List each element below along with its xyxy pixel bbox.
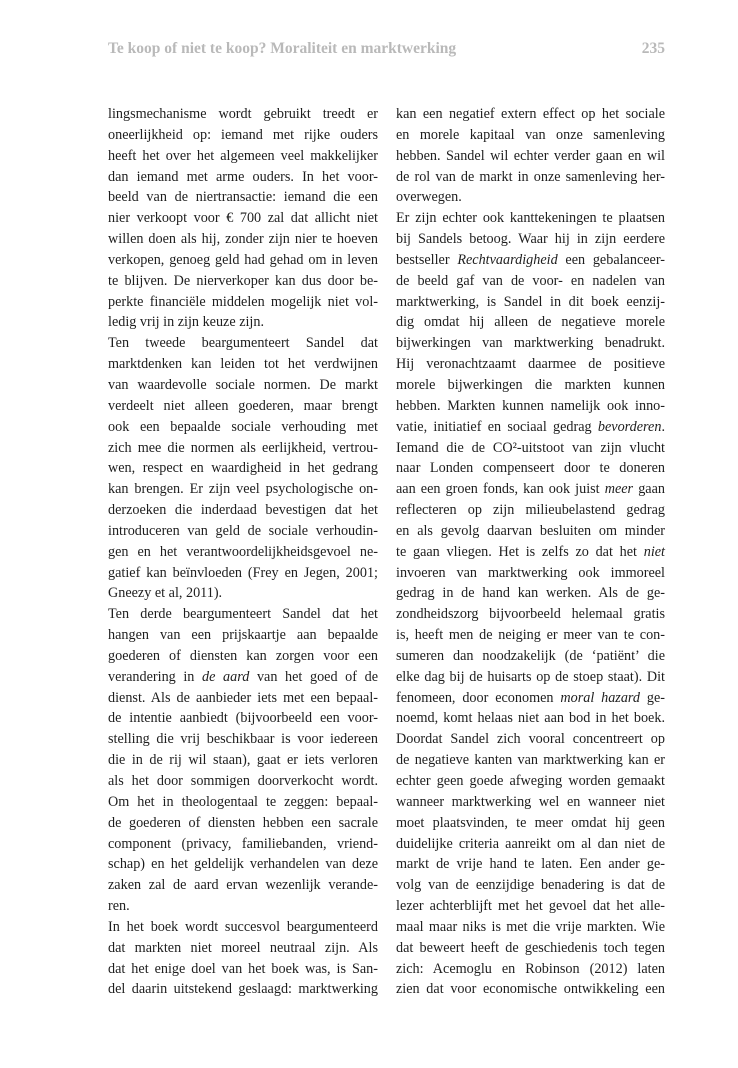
text-segment: dienst. Als de aanbieder iets met een bepaal- — [108, 689, 378, 706]
text-line — [108, 896, 378, 917]
text-segment: ren. — [108, 898, 130, 915]
text-segment: marktwerking, is Sandel in dit boek eenzij- — [396, 293, 665, 310]
text-line — [108, 563, 378, 584]
text-segment: bestseller — [396, 251, 458, 268]
text-segment: elke dag bij de huisarts op de stoep staat). Dit — [396, 668, 665, 685]
text-segment: verandering in — [108, 668, 203, 685]
text-line — [396, 458, 665, 479]
text-segment: Doordat Sandel zich vooral concentreert op — [396, 731, 665, 748]
text-line — [396, 896, 665, 917]
text-line — [396, 854, 665, 875]
text-segment: dig omdat hij alleen de negatieve morele — [396, 314, 665, 331]
text-segment: . — [661, 418, 665, 435]
page-number: 235 — [641, 40, 665, 57]
text-segment: introduceren van geld de sociale verhoudin- — [108, 522, 378, 539]
text-segment: die in de rij wil staan), gaat er iets verloren — [108, 752, 378, 769]
text-line — [396, 979, 665, 1000]
text-line — [396, 563, 665, 584]
text-segment: van waardevolle sociale normen. De markt — [108, 376, 378, 393]
text-line — [396, 625, 665, 646]
text-line — [396, 167, 665, 188]
text-segment: dat markten niet moreel neutraal zijn. Als — [108, 939, 378, 956]
italic-text: Rechtvaardigheid — [457, 251, 558, 268]
text-line — [396, 229, 665, 250]
text-segment: te blijven. De nierverkoper kan dus door be- — [108, 272, 378, 289]
text-segment: bij Sandels betoog. Waar hij in zijn eerdere — [396, 231, 665, 248]
text-line — [396, 146, 665, 167]
text-segment: lingsmechanisme wordt gebruikt treedt er — [108, 106, 378, 122]
text-segment: fenomeen, door economen — [396, 689, 561, 706]
text-line — [396, 125, 665, 146]
text-segment: Om het in theologentaal te zeggen: bepaal- — [108, 793, 378, 810]
text-segment: moet plaatsvinden, te meer omdat hij geen — [396, 814, 665, 831]
text-line — [396, 875, 665, 896]
text-segment: een gebalanceer- — [557, 251, 666, 268]
text-segment: ook een bepaalde sociale verhouding met — [108, 418, 378, 435]
text-segment: dat beweert heeft de geschiedenis toch tegen — [396, 939, 665, 956]
text-segment: duidelijke criteria aanreikt om al dan niet de — [396, 835, 665, 852]
text-line — [396, 813, 665, 834]
text-segment: oneerlijkheid op: iemand met rijke ouders — [108, 126, 378, 143]
text-segment: de goederen of diensten hebben een sacrale — [108, 814, 378, 831]
text-line — [396, 688, 665, 709]
text-segment: In het boek wordt succesvol beargumenteerd — [108, 918, 378, 935]
text-line — [396, 500, 665, 521]
text-line — [396, 292, 665, 313]
running-header — [108, 40, 665, 62]
text-segment: willen doen als hij, zonder zijn nier te hoeven — [108, 231, 378, 248]
text-segment: hangen van een prijskaartje aan bepaalde — [108, 627, 378, 644]
text-segment: component (privacy, familiebanden, vriend- — [108, 835, 378, 852]
text-line — [108, 271, 378, 292]
text-line — [396, 208, 665, 229]
text-line — [396, 479, 665, 500]
left-column — [108, 104, 378, 1000]
text-segment: reflecteren op zijn milieubelastend gedrag — [396, 502, 665, 519]
text-line — [108, 938, 378, 959]
text-segment: gedrag in de hand kan werken. Als de ge- — [396, 585, 665, 602]
text-line — [396, 750, 665, 771]
text-segment: en als gevolg daarvan besluiten om minder — [396, 522, 665, 539]
text-segment: ge- — [640, 689, 665, 706]
text-segment: dan iemand met arme ouders. In het voor- — [108, 168, 378, 185]
text-segment: gen en het verantwoordelijkheidsgevoel ne- — [108, 543, 378, 560]
text-line — [396, 438, 665, 459]
text-line — [108, 292, 378, 313]
text-line — [396, 938, 665, 959]
text-segment: zaken zal de aard ervan wezenlijk verande- — [108, 877, 378, 894]
running-title: Te koop of niet te koop? Moraliteit en marktwerking — [108, 40, 457, 57]
text-line — [108, 834, 378, 855]
text-segment: gaan — [633, 481, 665, 498]
text-segment: is, heeft men de neiging er meer van te con- — [396, 627, 665, 644]
text-segment: zich: Acemoglu en Robinson (2012) laten — [396, 960, 665, 977]
text-segment: noemd, komt helaas niet aan bod in het boek. — [396, 710, 665, 727]
text-segment: Ten derde beargumenteert Sandel dat het — [108, 606, 378, 623]
text-segment: wanneer marktwerking wel en wanneer niet — [396, 793, 665, 810]
text-segment: beeld van de niertransactie: iemand die een — [108, 189, 378, 206]
text-line — [108, 959, 378, 980]
text-line — [396, 521, 665, 542]
italic-text: moral hazard — [560, 689, 641, 706]
text-line — [108, 479, 378, 500]
text-line — [108, 979, 378, 1000]
text-line — [396, 333, 665, 354]
text-line — [396, 604, 665, 625]
text-segment: Er zijn echter ook kanttekeningen te plaatsen — [396, 210, 665, 227]
text-segment: goederen of diensten kan zorgen voor een — [108, 647, 378, 664]
text-line — [396, 771, 665, 792]
text-segment: volg van de eenzijdige benadering is dat de — [396, 877, 665, 894]
text-line — [108, 771, 378, 792]
text-line — [396, 417, 665, 438]
text-segment: verkopen, genoeg geld had gehad om in leven — [108, 251, 378, 268]
text-line — [108, 146, 378, 167]
text-line — [396, 312, 665, 333]
text-line — [108, 125, 378, 146]
text-segment: Hij veronachtzaamt daarmee de positieve — [396, 356, 665, 373]
text-segment: zich mee die normen als eerlijkheid, vertrou- — [108, 439, 378, 456]
text-segment: de intentie aanbiedt (bijvoorbeeld een voor- — [108, 710, 378, 727]
italic-text: meer — [604, 481, 634, 498]
text-segment: markt de vrije hand te laten. Een ander ge- — [396, 856, 665, 873]
text-segment: zondheidszorg bijvoorbeeld helemaal gratis — [396, 606, 665, 623]
text-line — [108, 500, 378, 521]
text-line — [108, 542, 378, 563]
text-line — [396, 396, 665, 417]
text-line — [108, 458, 378, 479]
text-line — [396, 792, 665, 813]
text-line — [396, 583, 665, 604]
text-line — [108, 854, 378, 875]
italic-text: niet — [643, 543, 665, 560]
text-segment: marktdenken kan leiden tot het verdwijnen — [108, 356, 378, 373]
text-line — [108, 354, 378, 375]
text-segment: de negatieve kanten van marktwerking kan er — [396, 752, 665, 769]
text-line — [108, 583, 378, 604]
text-segment: kan een negatief extern effect op het sociale — [396, 106, 665, 122]
text-segment: als het door sommigen doorverkocht wordt. — [108, 773, 378, 789]
text-line — [108, 167, 378, 188]
text-segment: aan een groen fonds, kan ook juist — [396, 481, 605, 498]
text-line — [396, 729, 665, 750]
text-line — [108, 792, 378, 813]
text-segment: Iemand die de CO²-uitstoot van zijn vlucht — [396, 439, 665, 456]
text-line — [108, 875, 378, 896]
text-line — [396, 834, 665, 855]
text-segment: wen, respect en waardigheid in het gedrang — [108, 460, 378, 477]
text-line — [108, 250, 378, 271]
text-segment: vatie, initiatief en sociaal gedrag — [396, 418, 598, 435]
text-segment: Ten tweede beargumenteert Sandel dat — [108, 335, 378, 352]
text-segment: invoeren van marktwerking ook immoreel — [396, 564, 665, 581]
text-line — [108, 187, 378, 208]
text-line — [396, 917, 665, 938]
text-segment: schap) en het geldelijk verhandelen van deze — [108, 856, 378, 873]
text-line — [108, 375, 378, 396]
text-line — [108, 208, 378, 229]
text-line — [108, 750, 378, 771]
text-segment: verdeelt niet alleen goederen, maar brengt — [108, 397, 378, 414]
text-line — [108, 521, 378, 542]
text-line — [108, 917, 378, 938]
text-segment: lezer achterblijft met het gevoel dat het alle- — [396, 898, 665, 915]
text-segment: morele bijwerkingen die markten kunnen — [396, 376, 665, 393]
text-line — [396, 959, 665, 980]
text-segment: naar Londen compenseert door te doneren — [396, 460, 665, 477]
text-line — [396, 271, 665, 292]
text-segment: hebben. Markten kunnen namelijk ook inno- — [396, 397, 665, 414]
text-line — [396, 375, 665, 396]
text-line — [108, 229, 378, 250]
text-segment: Gneezy et al, 2011). — [108, 585, 223, 602]
text-line — [396, 250, 665, 271]
text-line — [396, 354, 665, 375]
text-segment: heeft het over het algemeen veel makkelijker — [108, 147, 378, 164]
text-line — [396, 104, 665, 125]
italic-text: de aard — [202, 668, 250, 685]
text-line — [108, 646, 378, 667]
text-line — [396, 667, 665, 688]
text-segment: bijwerkingen van marktwerking benadrukt. — [396, 335, 665, 352]
text-segment: derzoeken die inderdaad bevestigen dat het — [108, 502, 378, 519]
text-segment: del daarin uitstekend geslaagd: marktwerking — [108, 981, 378, 998]
text-line — [108, 396, 378, 417]
text-line — [108, 813, 378, 834]
text-segment: zien dat voor economische ontwikkeling een — [396, 981, 665, 998]
text-line — [108, 625, 378, 646]
text-segment: dat het enige doel van het boek was, is San- — [108, 960, 378, 977]
italic-text: bevorderen — [597, 418, 662, 435]
text-line — [108, 333, 378, 354]
text-segment: sumeren dan noodzakelijk (de ‘patiënt’ die — [396, 647, 665, 664]
text-segment: hebben. Sandel wil echter verder gaan en wil — [396, 147, 665, 164]
text-line — [108, 708, 378, 729]
text-segment: de rol van de markt in onze samenleving her- — [396, 168, 665, 185]
text-line — [396, 708, 665, 729]
text-segment: kan brengen. Er zijn veel psychologische on- — [108, 481, 378, 498]
text-segment: te gaan vliegen. Het is zelfs zo dat het — [396, 543, 644, 560]
text-segment: stelling die vrij beschikbaar is voor iedereen — [108, 731, 378, 748]
text-segment: van het goed of de — [249, 668, 379, 685]
text-segment: perkte financiële middelen mogelijk niet vol- — [108, 293, 378, 310]
text-segment: gatief kan beïnvloeden (Frey en Jegen, 2001; — [108, 564, 378, 581]
text-segment: overwegen. — [396, 189, 462, 206]
text-segment: de beeld gaf van de voor- en nadelen van — [396, 272, 665, 289]
text-line — [108, 667, 378, 688]
text-line — [108, 729, 378, 750]
text-segment: ledig vrij in zijn keuze zijn. — [108, 314, 265, 331]
text-segment: echter geen goede afweging worden gemaakt — [396, 773, 665, 789]
text-line — [108, 438, 378, 459]
text-segment: nier verkoopt voor € 700 zal dat allicht niet — [108, 210, 378, 227]
right-column — [396, 104, 665, 1000]
text-line — [396, 646, 665, 667]
text-line — [108, 688, 378, 709]
text-line — [396, 187, 665, 208]
text-line — [108, 604, 378, 625]
text-line — [108, 417, 378, 438]
text-line — [396, 542, 665, 563]
text-line — [108, 312, 378, 333]
text-line — [108, 104, 378, 125]
text-segment: en morele kapitaal van onze samenleving — [396, 126, 665, 143]
text-segment: maal maar niks is met die vrije markten. Wie — [396, 918, 665, 935]
